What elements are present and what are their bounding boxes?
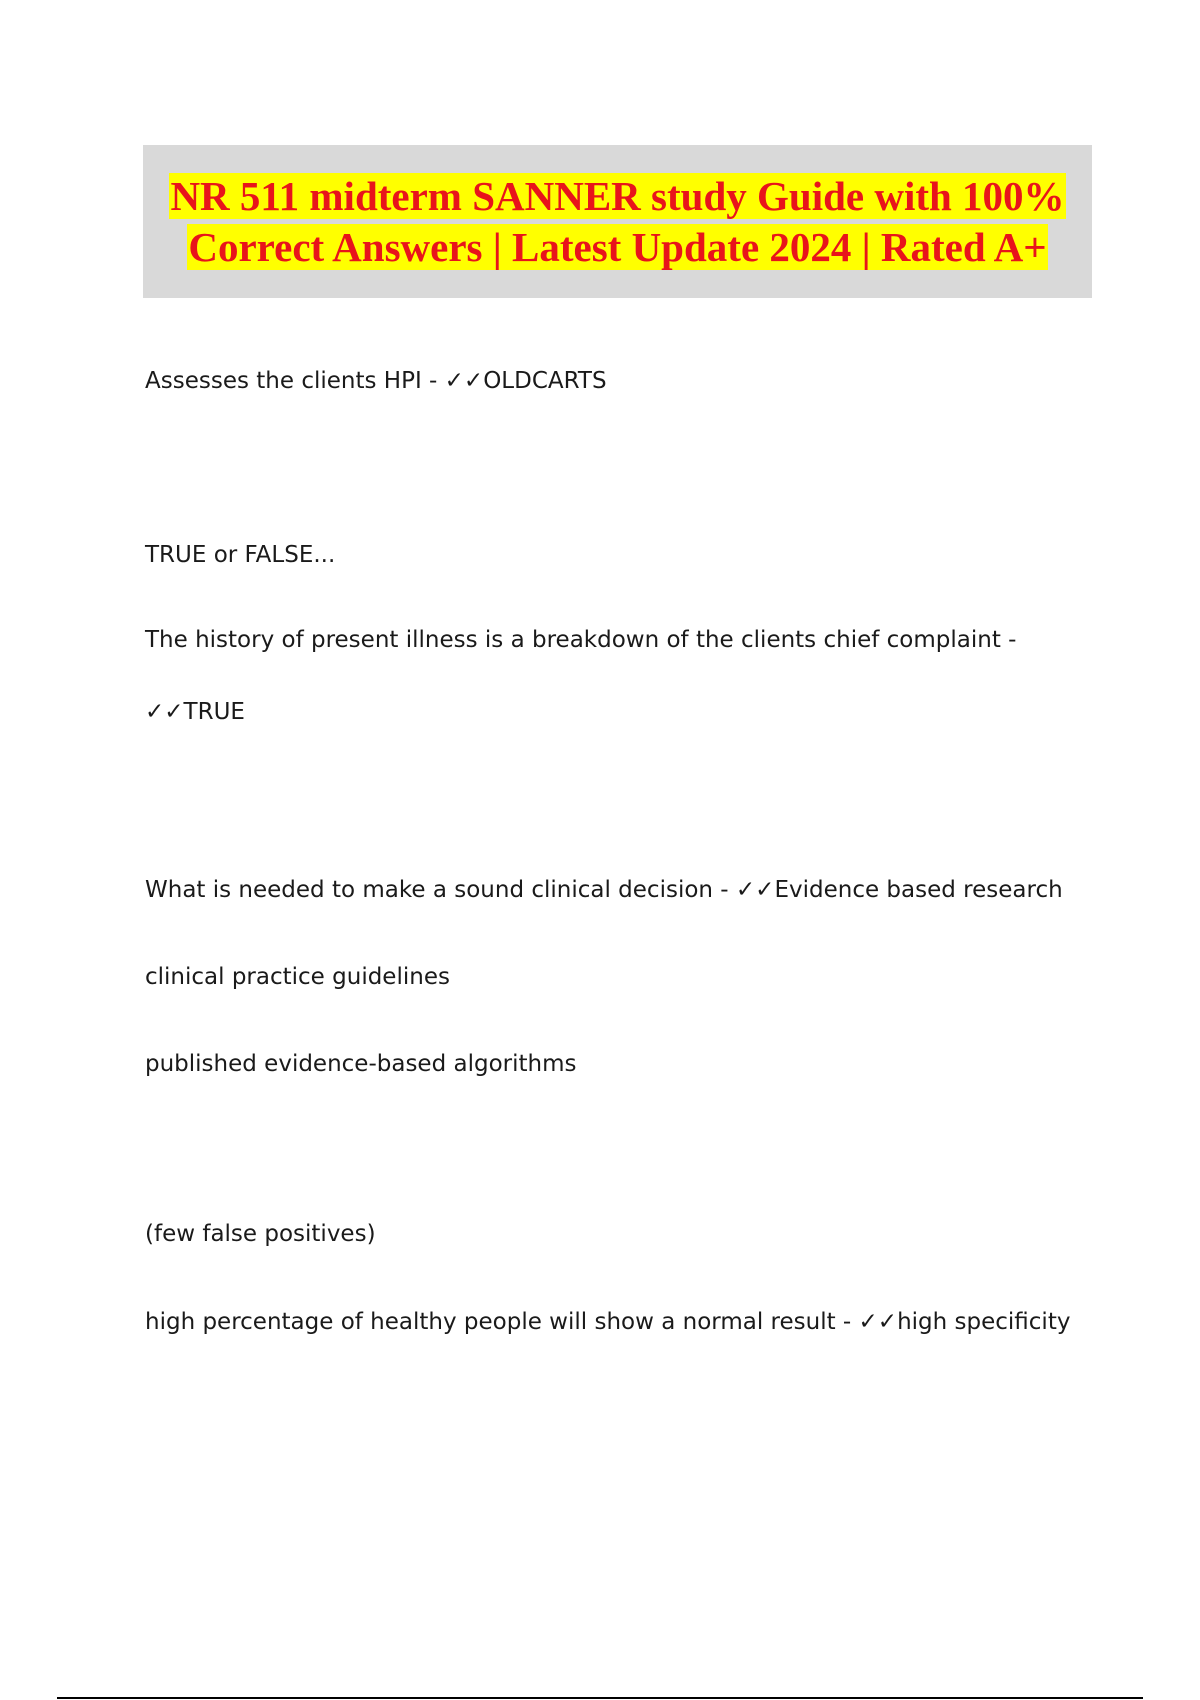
qa-line-false-positives: (few false positives)	[145, 1221, 376, 1247]
qa-line-true-false: TRUE or FALSE...	[145, 542, 336, 568]
title-highlight: NR 511 midterm SANNER study Guide with 100% Correct Answers | Latest Update 2024 | Rated A+	[170, 172, 1065, 270]
bottom-rule	[57, 1697, 1143, 1699]
document-title	[168, 171, 1068, 273]
qa-line-algorithms: published evidence-based algorithms	[145, 1051, 577, 1077]
qa-line-specificity: high percentage of healthy people will show a normal result - ✓✓high specificity	[145, 1309, 1071, 1335]
qa-line-guidelines: clinical practice guidelines	[145, 964, 450, 990]
qa-line-hpi: Assesses the clients HPI - ✓✓OLDCARTS	[145, 368, 607, 394]
qa-line-clinical-decision: What is needed to make a sound clinical decision - ✓✓Evidence based research	[145, 877, 1063, 903]
qa-line-history-answer: ✓✓TRUE	[145, 699, 245, 725]
qa-line-history-question: The history of present illness is a breakdown of the clients chief complaint -	[145, 627, 1017, 653]
title-band	[143, 145, 1092, 298]
